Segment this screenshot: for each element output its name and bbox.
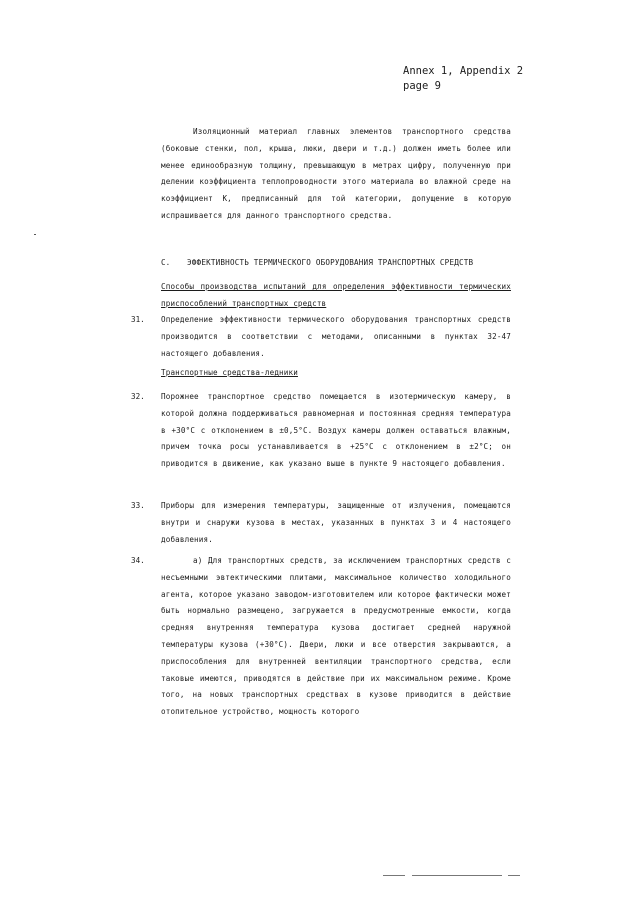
section-title: ЭФФЕКТИВНОСТЬ ТЕРМИЧЕСКОГО ОБОРУДОВАНИЯ ТРАНСПОРТНЫХ СРЕДСТВ — [187, 258, 474, 267]
footer-rule — [508, 875, 520, 876]
intro-paragraph: Изоляционный материал главных элементов транспортного средства (боковые стенки, пол, крыша, люки, двери и т.д.) должен иметь более или менее единообразную толщину, превышающую в метрах цифру, полученную при делении коэффициента теплопроводности этого материала во влажной среде на коэффициент К, предписанный для той категории, допущение в которую испрашивается для данного транспортного средства. — [161, 127, 511, 220]
subheading-test-methods: Способы производства испытаний для определения эффективности термических приспособлений транспортных средств — [161, 282, 511, 308]
paragraph-number-31: 31. — [131, 315, 145, 324]
page-header — [403, 64, 523, 94]
page-number: page 9 — [403, 80, 441, 92]
footer-rule — [383, 875, 405, 876]
paragraph-33: Приборы для измерения температуры, защищенные от излучения, помещаются внутри и снаружи кузова в местах, указанных в пунктах 3 и 4 настоящего добавления. — [161, 501, 511, 544]
paragraph-number-34: 34. — [131, 556, 145, 565]
paragraph-34: а) Для транспортных средств, за исключением транспортных средств с несъемными эвтектическими плитами, максимальное количество холодильного агента, которое указано заводом-изготовителем или которое фактически может быть нормально размещено, загружается в предусмотренные емкости, когда средняя внутренняя температура кузова достигает средней наружной температуры кузова (+30°С). Двери, люки и все отверстия закрываются, а приспособления для внутренней вентиляции транспортного средства, если таковые имеются, приводятся в действие при их максимальном режиме. Кроме того, на новых транспортных средствах в кузове приводится в действие отопительное устройство, мощность которого — [161, 556, 511, 717]
section-letter: C. — [161, 258, 171, 267]
paragraph-32: Порожнее транспортное средство помещается в изотермическую камеру, в которой должна поддерживаться равномерная и постоянная средняя температура в +30°С с отклонением в ±0,5°С. Воздух камеры должен оставаться влажным, причем точка росы устанавливается в +25°С с отклонением в ±2°С; он приводится в движение, как указано выше в пункте 9 настоящего добавления. — [161, 392, 511, 469]
footer-rule — [412, 875, 502, 876]
annex-reference: Annex 1, Appendix 2 — [403, 65, 524, 77]
scan-speck — [34, 234, 36, 235]
paragraph-31: Определение эффективности термического оборудования транспортных средств производится в соответствии с методами, описанными в пунктах 32-47 настоящего добавления. — [161, 315, 511, 358]
subheading-ice-vehicles: Транспортные средства-ледники — [161, 368, 298, 377]
paragraph-number-32: 32. — [131, 392, 145, 401]
paragraph-number-33: 33. — [131, 501, 145, 510]
